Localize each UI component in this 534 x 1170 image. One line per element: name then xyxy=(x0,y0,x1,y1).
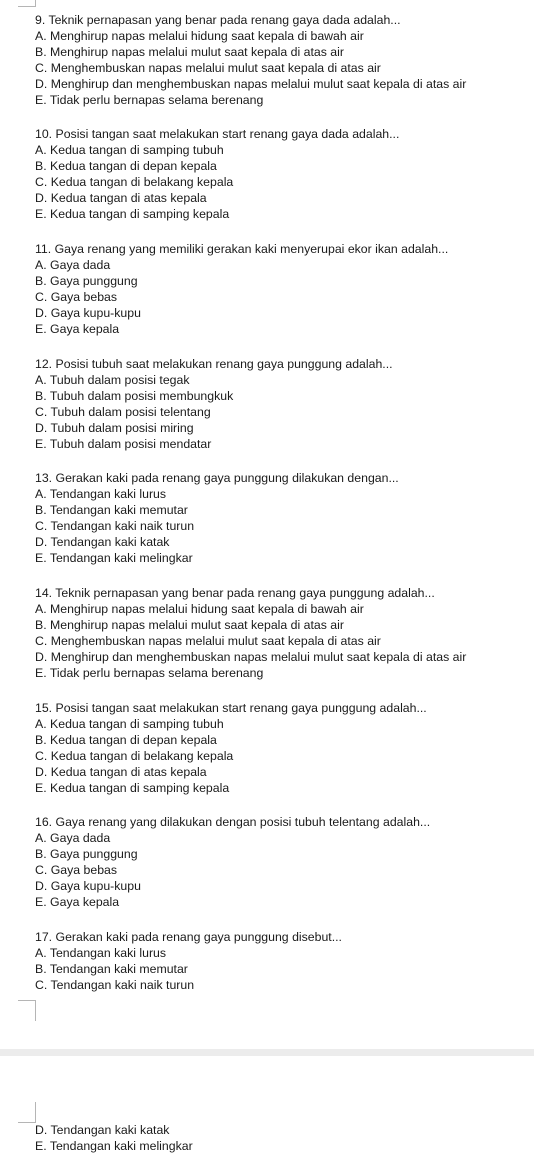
question-17 xyxy=(35,930,532,994)
question-stem: 12. Posisi tubuh saat melakukan renang gaya punggung adalah... xyxy=(35,357,393,371)
option-b: B. Tendangan kaki memutar xyxy=(35,502,188,517)
continued-options-section xyxy=(35,1123,193,1155)
option-b: B. Menghirup napas melalui mulut saat kepala di atas air xyxy=(35,617,344,632)
option-b: B. Tubuh dalam posisi membungkuk xyxy=(35,388,234,403)
option-c: C. Kedua tangan di belakang kepala xyxy=(35,748,234,763)
option-c: C. Gaya bebas xyxy=(35,862,118,877)
option-e: E. Gaya kepala xyxy=(35,894,120,909)
question-13 xyxy=(35,471,532,566)
option-e: E. Tidak perlu bernapas selama berenang xyxy=(35,92,264,107)
question-stem: 14. Teknik pernapasan yang benar pada renang gaya punggung adalah... xyxy=(35,586,435,600)
page-gap-separator xyxy=(0,1049,534,1056)
option-b: B. Tendangan kaki memutar xyxy=(35,961,188,976)
option-a: A. Gaya dada xyxy=(35,830,111,845)
question-15 xyxy=(35,701,532,796)
question-stem: 13. Gerakan kaki pada renang gaya punggung dilakukan dengan... xyxy=(35,471,399,485)
option-c: C. Kedua tangan di belakang kepala xyxy=(35,174,234,189)
option-d: D. Kedua tangan di atas kepala xyxy=(35,764,207,779)
question-12 xyxy=(35,357,532,452)
option-c: C. Tendangan kaki naik turun xyxy=(35,977,195,992)
crop-mark-lower-top-left xyxy=(18,1102,36,1123)
question-stem: 11. Gaya renang yang memiliki gerakan kaki menyerupai ekor ikan adalah... xyxy=(35,242,449,256)
option-e: E. Tendangan kaki melingkar xyxy=(35,1138,193,1153)
question-16 xyxy=(35,815,532,910)
option-a: A. Menghirup napas melalui hidung saat kepala di bawah air xyxy=(35,601,364,616)
option-e: E. Kedua tangan di samping kepala xyxy=(35,206,230,221)
question-11 xyxy=(35,242,532,337)
question-14 xyxy=(35,586,532,681)
question-stem: 9. Teknik pernapasan yang benar pada renang gaya dada adalah... xyxy=(35,13,401,27)
option-c: C. Gaya bebas xyxy=(35,289,118,304)
option-e: E. Gaya kepala xyxy=(35,321,120,336)
crop-mark-bottom-left xyxy=(18,1000,36,1021)
option-d: D. Tendangan kaki katak xyxy=(35,534,170,549)
question-stem: 17. Gerakan kaki pada renang gaya punggung disebut... xyxy=(35,930,342,944)
option-d: D. Menghirup dan menghembuskan napas melalui mulut saat kepala di atas air xyxy=(35,76,467,91)
option-d: D. Tendangan kaki katak xyxy=(35,1123,170,1137)
option-b: B. Gaya punggung xyxy=(35,273,138,288)
option-d: D. Menghirup dan menghembuskan napas melalui mulut saat kepala di atas air xyxy=(35,649,467,664)
question-stem: 15. Posisi tangan saat melakukan start renang gaya punggung adalah... xyxy=(35,701,427,715)
option-a: A. Gaya dada xyxy=(35,257,111,272)
option-e: E. Tidak perlu bernapas selama berenang xyxy=(35,665,264,680)
option-a: A. Tendangan kaki lurus xyxy=(35,945,167,960)
option-b: B. Gaya punggung xyxy=(35,846,138,861)
option-c: C. Menghembuskan napas melalui mulut saat kepala di atas air xyxy=(35,633,381,648)
option-d: D. Gaya kupu-kupu xyxy=(35,878,141,893)
option-a: A. Tubuh dalam posisi tegak xyxy=(35,372,190,387)
option-d: D. Tubuh dalam posisi miring xyxy=(35,420,194,435)
option-a: A. Menghirup napas melalui hidung saat kepala di bawah air xyxy=(35,28,364,43)
question-10 xyxy=(35,127,532,222)
option-b: B. Kedua tangan di depan kepala xyxy=(35,158,217,173)
question-stem: 10. Posisi tangan saat melakukan start renang gaya dada adalah... xyxy=(35,127,400,141)
option-d: D. Kedua tangan di atas kepala xyxy=(35,190,207,205)
option-e: E. Tendangan kaki melingkar xyxy=(35,550,193,565)
option-a: A. Tendangan kaki lurus xyxy=(35,486,167,501)
option-e: E. Kedua tangan di samping kepala xyxy=(35,780,230,795)
question-9 xyxy=(35,13,532,108)
option-b: B. Kedua tangan di depan kepala xyxy=(35,732,217,747)
option-c: C. Tubuh dalam posisi telentang xyxy=(35,404,211,419)
option-a: A. Kedua tangan di samping tubuh xyxy=(35,716,224,731)
option-b: B. Menghirup napas melalui mulut saat kepala di atas air xyxy=(35,44,344,59)
option-c: C. Menghembuskan napas melalui mulut saat kepala di atas air xyxy=(35,60,381,75)
option-d: D. Gaya kupu-kupu xyxy=(35,305,141,320)
question-stem: 16. Gaya renang yang dilakukan dengan posisi tubuh telentang adalah... xyxy=(35,815,431,829)
option-c: C. Tendangan kaki naik turun xyxy=(35,518,195,533)
option-a: A. Kedua tangan di samping tubuh xyxy=(35,142,224,157)
option-e: E. Tubuh dalam posisi mendatar xyxy=(35,436,212,451)
